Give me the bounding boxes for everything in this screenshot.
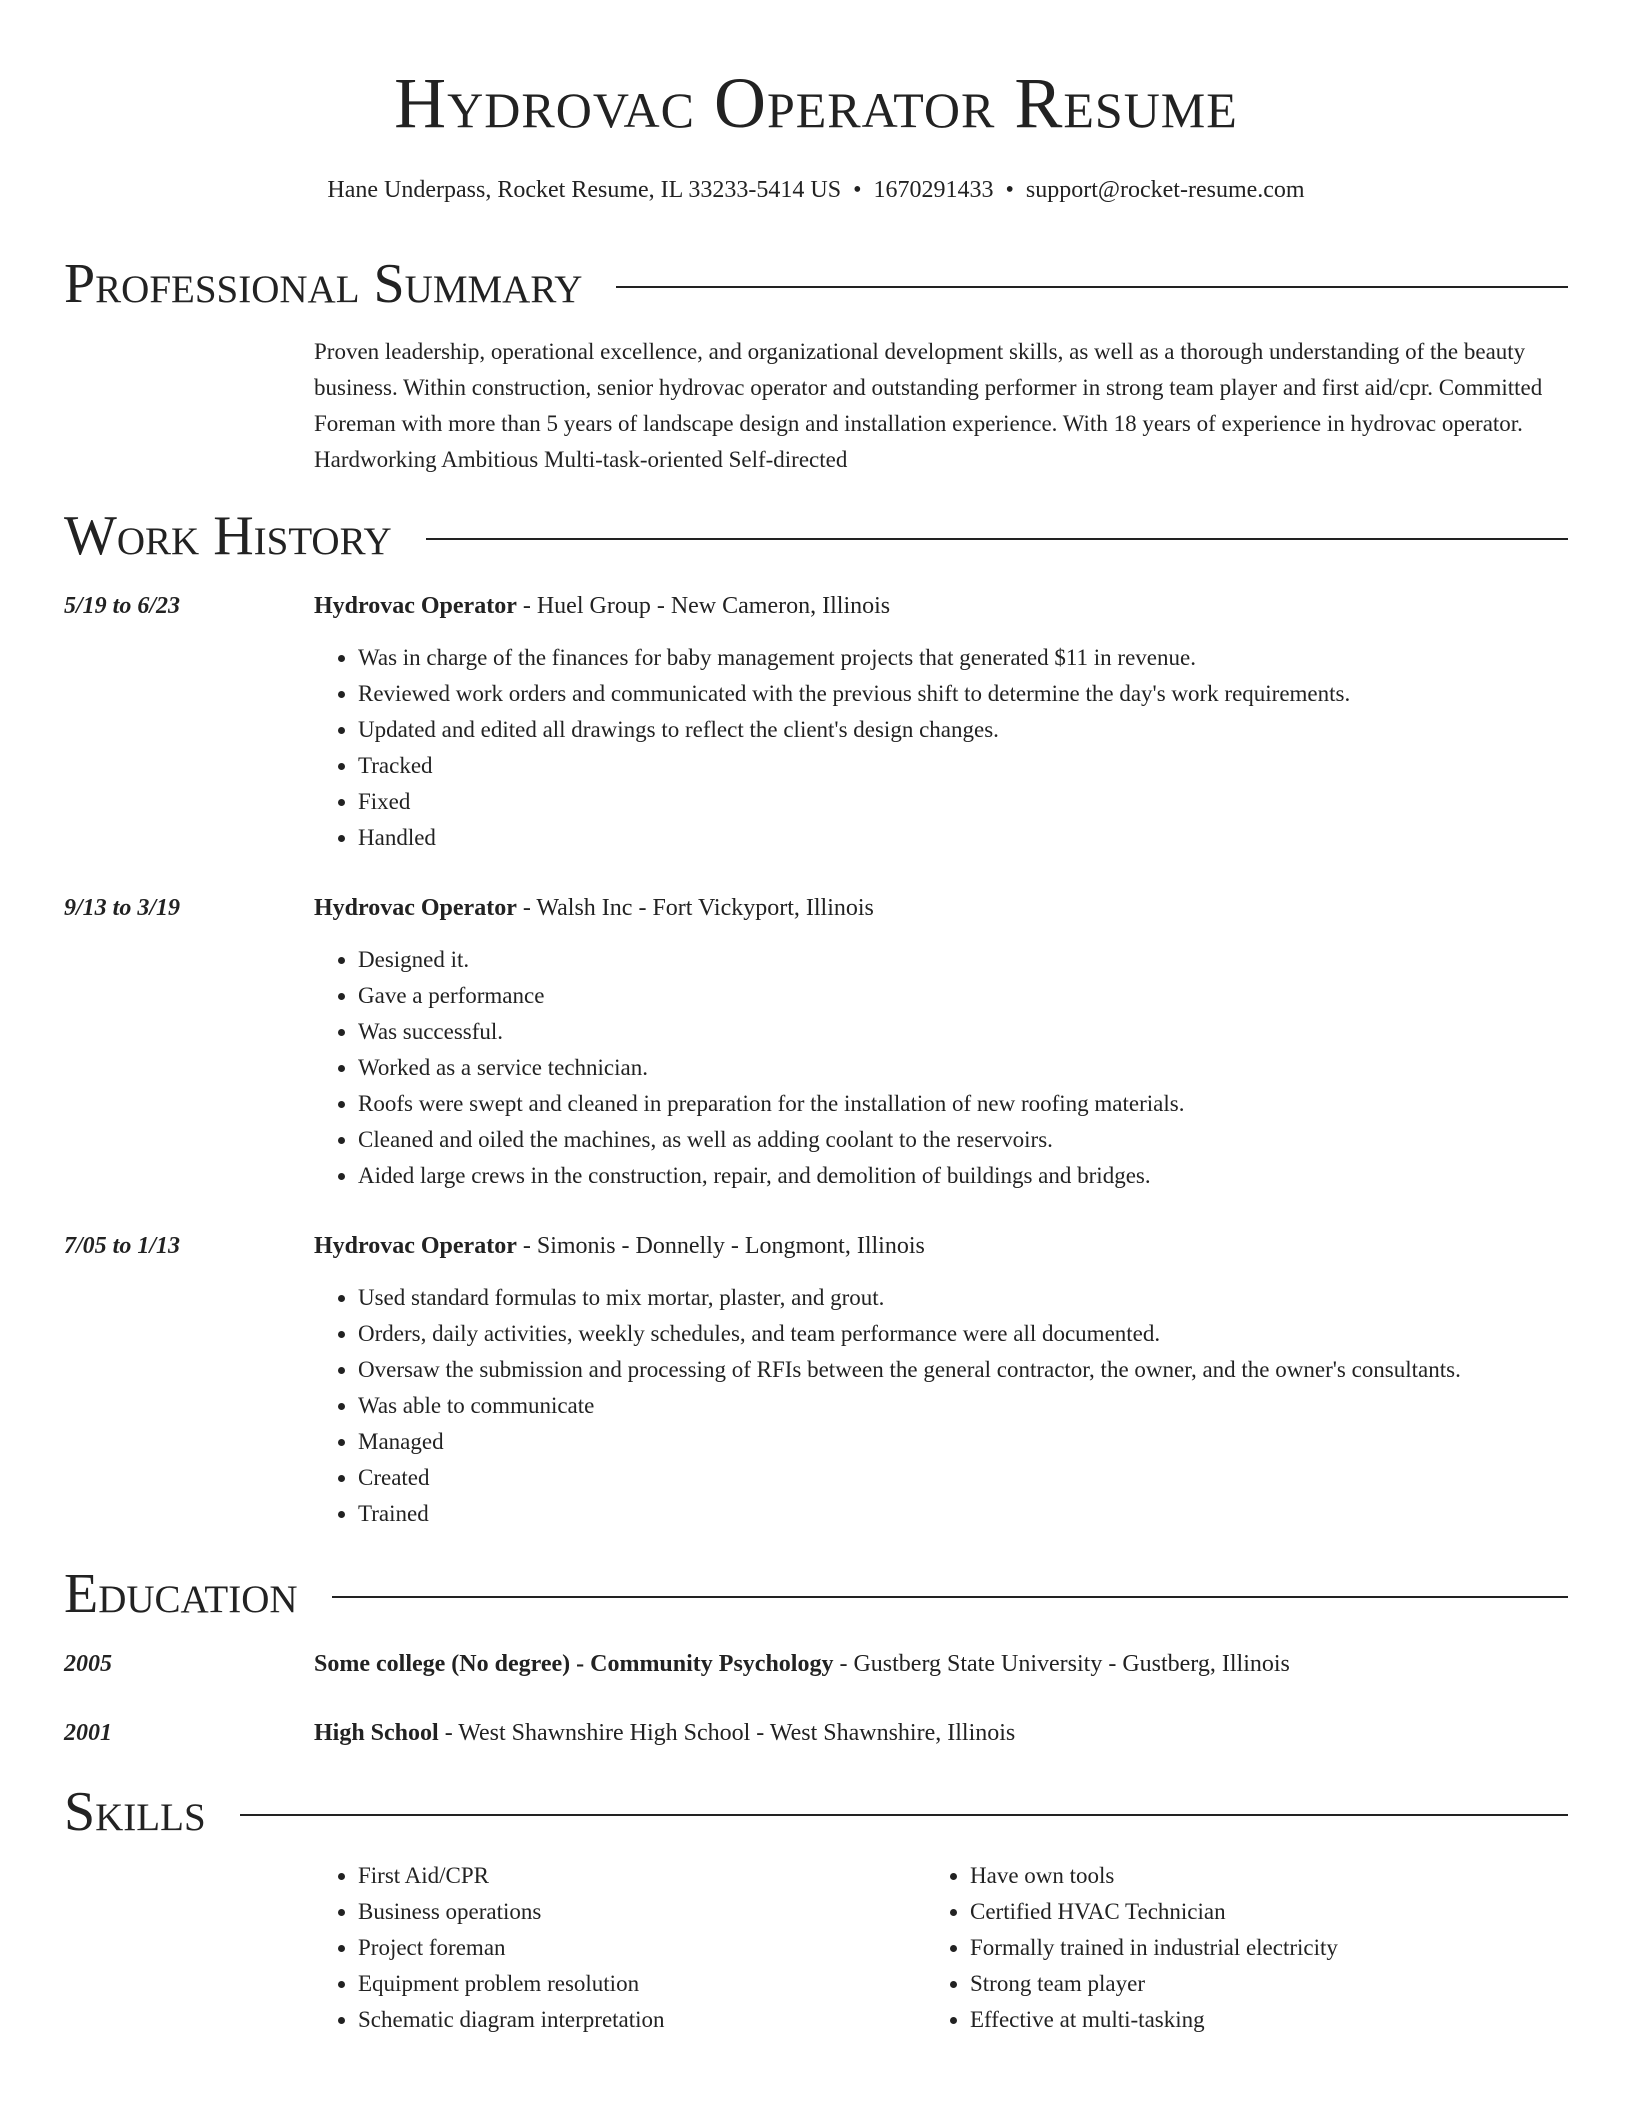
job-bullet: • Roofs were swept and cleaned in preparation for the installation of new roofing materials. — [358, 1086, 1184, 1122]
job-dates: 7/05 to 1/13 — [64, 1233, 181, 1259]
summary-text: Proven leadership, operational excellence, and organizational development skills, as well as a thorough understanding of the beauty business. Within construction, senior hydrovac operator and outstanding performer in strong team player and first aid/cpr. Committed Foreman with more than 5 years of landscape design and installation experience. With 18 years of experience in hydrovac operator. Hardworking Ambitious Multi-task-oriented Self-directed — [314, 339, 1543, 472]
job-bullet: • Was in charge of the finances for baby management projects that generated $11 in revenue. — [358, 640, 1350, 676]
job-bullet: • Gave a performance — [358, 978, 1184, 1014]
section-education-header — [64, 1562, 1568, 1626]
skills-list-right — [926, 1858, 1338, 2038]
job-bullet: • Tracked — [358, 748, 1350, 784]
skill-item: • Project foreman — [358, 1930, 665, 1966]
education-details: - West Shawnshire High School - West Shawnshire, Illinois — [438, 1720, 1016, 1746]
skill-item: • Have own tools — [970, 1858, 1338, 1894]
skill-item: • Business operations — [358, 1894, 665, 1930]
education-details: - Gustberg State University - Gustberg, Illinois — [833, 1651, 1290, 1677]
job-bullets — [314, 1280, 1461, 1532]
section-title-summary: Professional Summary — [64, 253, 583, 315]
skill-item: • Equipment problem resolution — [358, 1966, 665, 2002]
job-bullet: • Orders, daily activities, weekly schedules, and team performance were all documented. — [358, 1316, 1461, 1352]
section-title-work: Work History — [64, 505, 392, 567]
education-year: 2001 — [64, 1720, 112, 1746]
job-bullets — [314, 640, 1350, 856]
job-bullet: • Managed — [358, 1424, 1461, 1460]
contact-separator: • — [1005, 177, 1014, 203]
contact-address: Hane Underpass, Rocket Resume, IL 33233-5414 US — [327, 177, 842, 203]
job-bullet: • Trained — [358, 1496, 1461, 1532]
section-divider — [616, 286, 1568, 288]
job-bullet: • Fixed — [358, 784, 1350, 820]
section-title-skills: Skills — [64, 1781, 206, 1843]
job-heading — [314, 1230, 925, 1262]
section-skills-header — [64, 1780, 1568, 1844]
skill-item: • Certified HVAC Technician — [970, 1894, 1338, 1930]
job-bullet: • Oversaw the submission and processing of RFIs between the general contractor, the owner, and the owner's consultants. — [358, 1352, 1461, 1388]
job-heading — [314, 590, 890, 622]
job-bullet: • Created — [358, 1460, 1461, 1496]
section-divider — [240, 1814, 1568, 1816]
job-details: - Walsh Inc - Fort Vickyport, Illinois — [516, 895, 874, 921]
section-summary-header — [64, 252, 1568, 316]
resume-title: Hydrovac Operator Resume — [394, 63, 1238, 143]
skills-list-left — [314, 1858, 665, 2038]
section-divider — [426, 538, 1568, 540]
job-bullet: • Reviewed work orders and communicated with the previous shift to determine the day's work requirements. — [358, 676, 1350, 712]
job-bullets — [314, 942, 1184, 1194]
job-heading — [314, 892, 874, 924]
education-degree: High School — [314, 1720, 439, 1746]
job-bullet: • Used standard formulas to mix mortar, plaster, and grout. — [358, 1280, 1461, 1316]
job-role: Hydrovac Operator — [314, 1233, 517, 1259]
job-dates: 9/13 to 3/19 — [64, 895, 181, 921]
job-bullet: • Handled — [358, 820, 1350, 856]
job-dates: 5/19 to 6/23 — [64, 593, 181, 619]
section-divider — [332, 1596, 1568, 1598]
job-details: - Huel Group - New Cameron, Illinois — [516, 593, 891, 619]
skill-item: • Strong team player — [970, 1966, 1338, 2002]
job-bullet: • Updated and edited all drawings to reflect the client's design changes. — [358, 712, 1350, 748]
job-role: Hydrovac Operator — [314, 895, 517, 921]
job-bullet: • Cleaned and oiled the machines, as well as adding coolant to the reservoirs. — [358, 1122, 1184, 1158]
job-details: - Simonis - Donnelly - Longmont, Illinois — [516, 1233, 925, 1259]
section-title-education: Education — [64, 1563, 298, 1625]
job-bullet: • Was able to communicate — [358, 1388, 1461, 1424]
contact-separator: • — [853, 177, 862, 203]
job-bullet: • Was successful. — [358, 1014, 1184, 1050]
contact-email: support@rocket-resume.com — [1025, 177, 1305, 203]
job-bullet: • Designed it. — [358, 942, 1184, 978]
contact-line — [0, 174, 1632, 206]
skill-item: • First Aid/CPR — [358, 1858, 665, 1894]
education-heading — [314, 1648, 1290, 1680]
skill-item: • Schematic diagram interpretation — [358, 2002, 665, 2038]
contact-phone: 1670291433 — [873, 177, 994, 203]
section-work-header — [64, 504, 1568, 568]
job-bullet: • Aided large crews in the construction, repair, and demolition of buildings and bridges. — [358, 1158, 1184, 1194]
skill-item: • Effective at multi-tasking — [970, 2002, 1338, 2038]
education-heading — [314, 1717, 1015, 1749]
education-degree: Some college (No degree) - Community Psychology — [314, 1651, 834, 1677]
job-role: Hydrovac Operator — [314, 593, 517, 619]
job-bullet: • Worked as a service technician. — [358, 1050, 1184, 1086]
education-year: 2005 — [64, 1651, 112, 1677]
skill-item: • Formally trained in industrial electricity — [970, 1930, 1338, 1966]
